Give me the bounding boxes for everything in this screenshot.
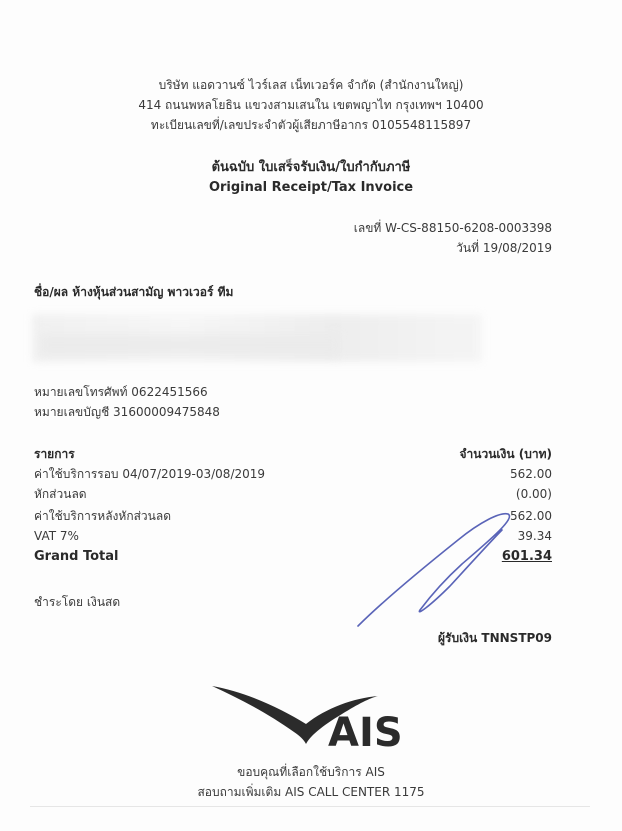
item-label: ค่าใช้บริการรอบ 04/07/2019-03/08/2019	[34, 467, 266, 481]
phone-number: หมายเลขโทรศัพท์ 0622451566	[34, 385, 208, 399]
grand-total-amount: 601.34	[501, 549, 552, 564]
signature-scribble	[340, 500, 520, 640]
receipt-title-thai: ต้นฉบับ ใบเสร็จรับเงิน/ใบกำกับภาษี	[211, 160, 411, 175]
ais-logo-text: AIS	[328, 710, 403, 750]
document-date: วันที่ 19/08/2019	[456, 241, 552, 255]
redacted-address-line	[40, 334, 340, 356]
item-amount: 562.00	[510, 509, 552, 523]
item-label: หักส่วนลด	[34, 487, 87, 501]
company-name: บริษัท แอดวานซ์ ไวร์เลส เน็ทเวอร์ค จำกัด (สำนักงานใหญ่)	[158, 78, 464, 92]
document-number: เลขที่ W-CS-88150-6208-0003398	[353, 221, 552, 235]
footer-thanks: ขอบคุณที่เลือกใช้บริการ AIS	[237, 765, 385, 779]
footer-divider	[30, 806, 590, 807]
item-label: ค่าใช้บริการหลังหักส่วนลด	[34, 509, 171, 523]
item-amount: 562.00	[510, 467, 552, 481]
item-amount: 39.34	[517, 529, 552, 543]
account-number: หมายเลขบัญชี 31600009475848	[34, 405, 220, 419]
footer-call-center: สอบถามเพิ่มเติม AIS CALL CENTER 1175	[197, 785, 425, 799]
company-address: 414 ถนนพหลโยธิน แขวงสามเสนใน เขตพญาไท กรุงเทพฯ 10400	[138, 98, 484, 112]
item-amount: (0.00)	[515, 487, 552, 501]
company-tax-id: ทะเบียนเลขที่/เลขประจำตัวผู้เสียภาษีอากร 0105548115897	[150, 118, 472, 132]
payment-method: ชำระโดย เงินสด	[34, 595, 121, 609]
item-label: VAT 7%	[34, 529, 79, 543]
items-header-label: รายการ	[34, 447, 75, 461]
grand-total-label: Grand Total	[34, 549, 119, 564]
customer-name: ชื่อ/ผล ห้างหุ้นส่วนสามัญ พาวเวอร์ ทีม	[34, 285, 234, 299]
receipt-title-english: Original Receipt/Tax Invoice	[208, 180, 414, 195]
receiver-id: ผู้รับเงิน TNNSTP09	[437, 631, 552, 645]
items-header-amount: จำนวนเงิน (บาท)	[459, 447, 552, 461]
ais-logo-icon	[208, 668, 418, 750]
